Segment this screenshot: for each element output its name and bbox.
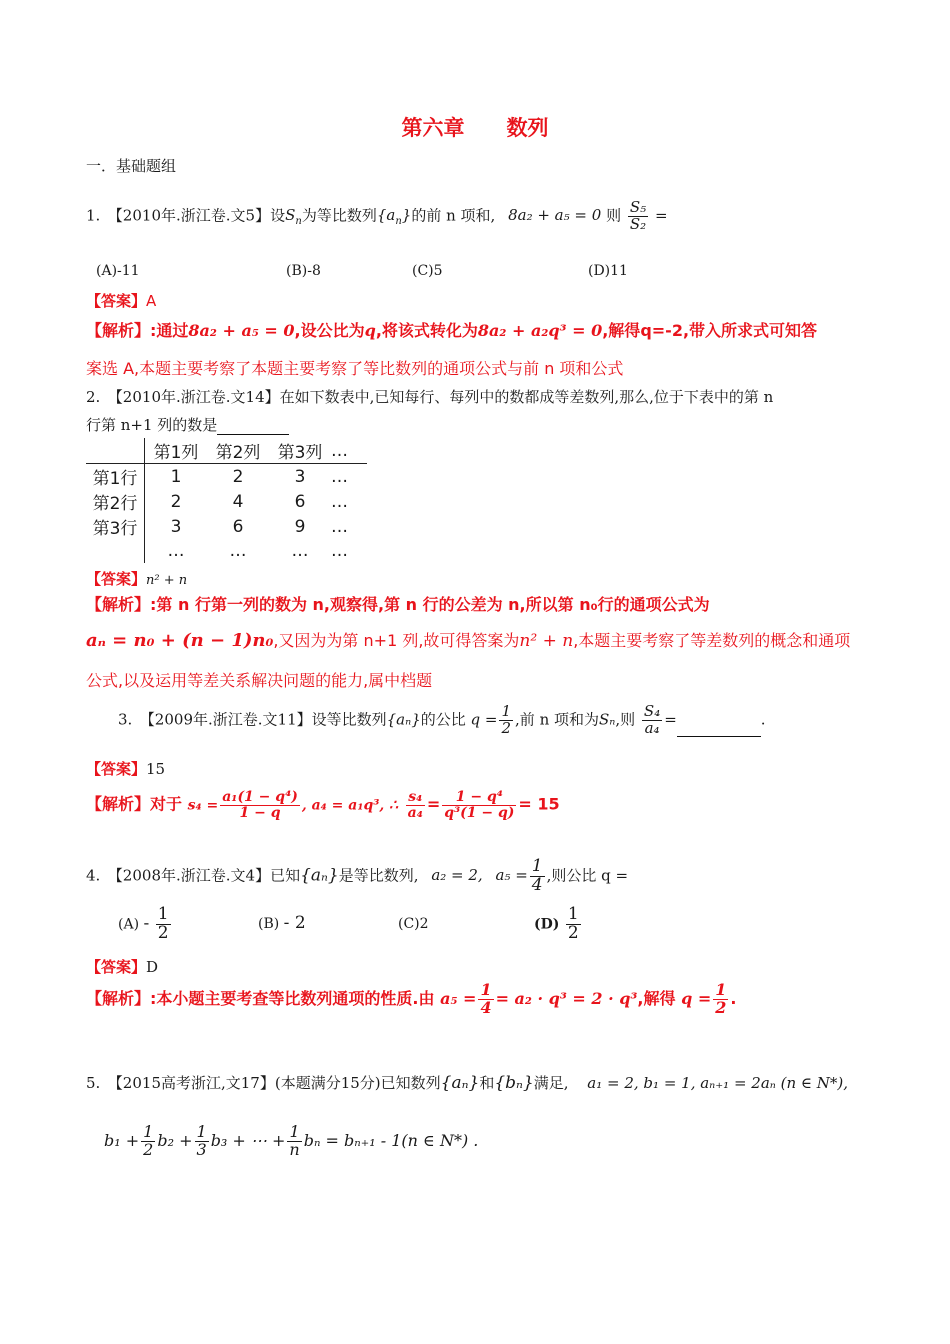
q2-stem-line1: 2. 【2010年.浙江卷.文14】在如下数表中,已知每行、每列中的数都成等差数列,那么,位于下表中的第 n	[86, 388, 774, 406]
q3-analysis: 【解析】对于 s₄ = $\frac{\text{a₁(1 − q⁴)}}{1 - q}$ , a₄ = a₁q³, ∴ $\frac{\text{s₄}}{\text{a₄}}$ = $\frac{\text{1 − q⁴}}{\text{q³(1 − q)}}$ = 15	[86, 789, 560, 821]
q4-analysis-fraction: $\frac{1}{4}$	[480, 980, 492, 1017]
table-header: …	[331, 438, 367, 464]
q3-ratio-fraction: $\frac{1}{2}$	[501, 702, 512, 737]
table-header: 第1列	[145, 438, 208, 464]
q4-option-a: (A) - $\frac{1}{2}$	[118, 904, 169, 943]
q2-analysis-line1: 【解析】:第 n 行第一列的数为 n,观察得,第 n 行的公差为 n,所以第 n₀行的通项公式为	[86, 595, 710, 614]
q1-option-a: (A)-11	[96, 263, 140, 279]
q4-answer: 【答案】D	[86, 958, 159, 976]
q1-analysis-line2: 案选 A,本题主要考察了本题主要考察了等比数列的通项公式与前 n 项和公式	[86, 359, 624, 378]
q1-stem: 1. 【2010年.浙江卷.文5】设$S_n$为等比数列$\{a_n\}$的前 n 项和, 8a₂ + a₅ = 0 则 $\frac{\text{S₅}}{\text{S₂}}$ =	[86, 198, 668, 233]
q4-result-fraction: $\frac{1}{2}$	[715, 980, 727, 1017]
q4-analysis: 【解析】:本小题主要考查等比数列通项的性质.由 a₅ = $\frac{1}{4}$ = a₂ · q³ = 2 · q³,解得 q = $\frac{1}{2}$ .	[86, 980, 737, 1017]
q3-s4-fraction: $\frac{\text{a₁(1 − q⁴)}}{1 - q}$	[222, 789, 298, 821]
table-row: 第1行 1 2 3 …	[86, 464, 367, 490]
table-header: 第3列	[269, 438, 331, 464]
q5-stem: 5. 【2015高考浙江,文17】(本题满分15分)已知数列{aₙ}和{bₙ}满足, a₁ = 2, b₁ = 1, aₙ₊₁ = 2aₙ (n ∈ N*),	[86, 1073, 849, 1093]
q2-analysis-line3: 公式,以及运用等差关系解决问题的能力,属中档题	[86, 671, 433, 690]
q2-number-table	[86, 438, 367, 563]
q1-fraction: $\frac{\text{S₅}}{\text{S₂}}$	[629, 198, 647, 233]
q1-option-d: (D)11	[588, 263, 628, 279]
table-header: 第2列	[207, 438, 269, 464]
q4-stem: 4. 【2008年.浙江卷.文4】已知{aₙ}是等比数列, a₂ = 2, a₅ = $\frac{1}{4}$ ,则公比 q =	[86, 856, 629, 895]
q3-stem: 3. 【2009年.浙江卷.文11】设等比数列{aₙ}的公比 q = $\frac{1}{2}$ ,前 n 项和为Sₙ,则 $\frac{\text{S₄}}{\text{a₄}}$ = .	[118, 702, 766, 737]
q3-fraction: $\frac{\text{S₄}}{\text{a₄}}$	[643, 702, 661, 737]
q1-analysis-line1: 【解析】:通过8a₂ + a₅ = 0,设公比为q,将该式转化为8a₂ + a₂q³ = 0,解得q=-2,带入所求式可知答	[86, 321, 818, 340]
q4-option-d: (D) $\frac{1}{2}$	[534, 904, 579, 943]
q4-option-b: (B) - 2	[258, 913, 306, 934]
q1-option-c: (C)5	[412, 263, 443, 279]
q2-stem-line2: 行第 n+1 列的数是	[86, 414, 289, 435]
q2-analysis-line2: aₙ = n₀ + (n − 1)n₀,又因为为第 n+1 列,故可得答案为n² + n,本题主要考察了等差数列的概念和通项	[86, 630, 851, 651]
table-row: 第2行 2 4 6 …	[86, 489, 367, 514]
q5-fraction-3: $\frac{1}{n}$	[289, 1122, 300, 1159]
q2-answer-blank	[217, 420, 289, 435]
q4-option-c: (C)2	[398, 916, 429, 933]
q5-fraction-1: $\frac{1}{2}$	[143, 1122, 154, 1159]
section-heading: 一．基础题组	[86, 157, 177, 175]
table-row: 第3行 3 6 9 …	[86, 514, 367, 539]
q4-a5-fraction: $\frac{1}{4}$	[531, 856, 543, 895]
q4-options	[118, 906, 583, 943]
q3-answer: 【答案】15	[86, 760, 166, 778]
chapter-title: 第六章 数列	[401, 116, 549, 140]
q5-condition-line2: b₁ + $\frac{1}{2}$ b₂ + $\frac{1}{3}$ b₃ + ⋯ + $\frac{1}{n}$ bₙ = bₙ₊₁ - 1(n ∈ N*) .	[104, 1122, 479, 1159]
q2-answer: 【答案】n² + n	[86, 570, 188, 588]
q1-options	[96, 263, 628, 279]
q1-option-b: (B)-8	[286, 263, 321, 279]
table-row: … … … …	[86, 539, 367, 563]
q1-answer: 【答案】A	[86, 292, 157, 310]
q3-ratio-fraction-2: $\frac{\text{s₄}}{\text{a₄}}$	[407, 789, 423, 821]
q3-result-fraction: $\frac{\text{1 − q⁴}}{\text{q³(1 − q)}}$	[444, 789, 515, 821]
q3-answer-blank	[677, 722, 761, 737]
q5-fraction-2: $\frac{1}{3}$	[196, 1122, 207, 1159]
